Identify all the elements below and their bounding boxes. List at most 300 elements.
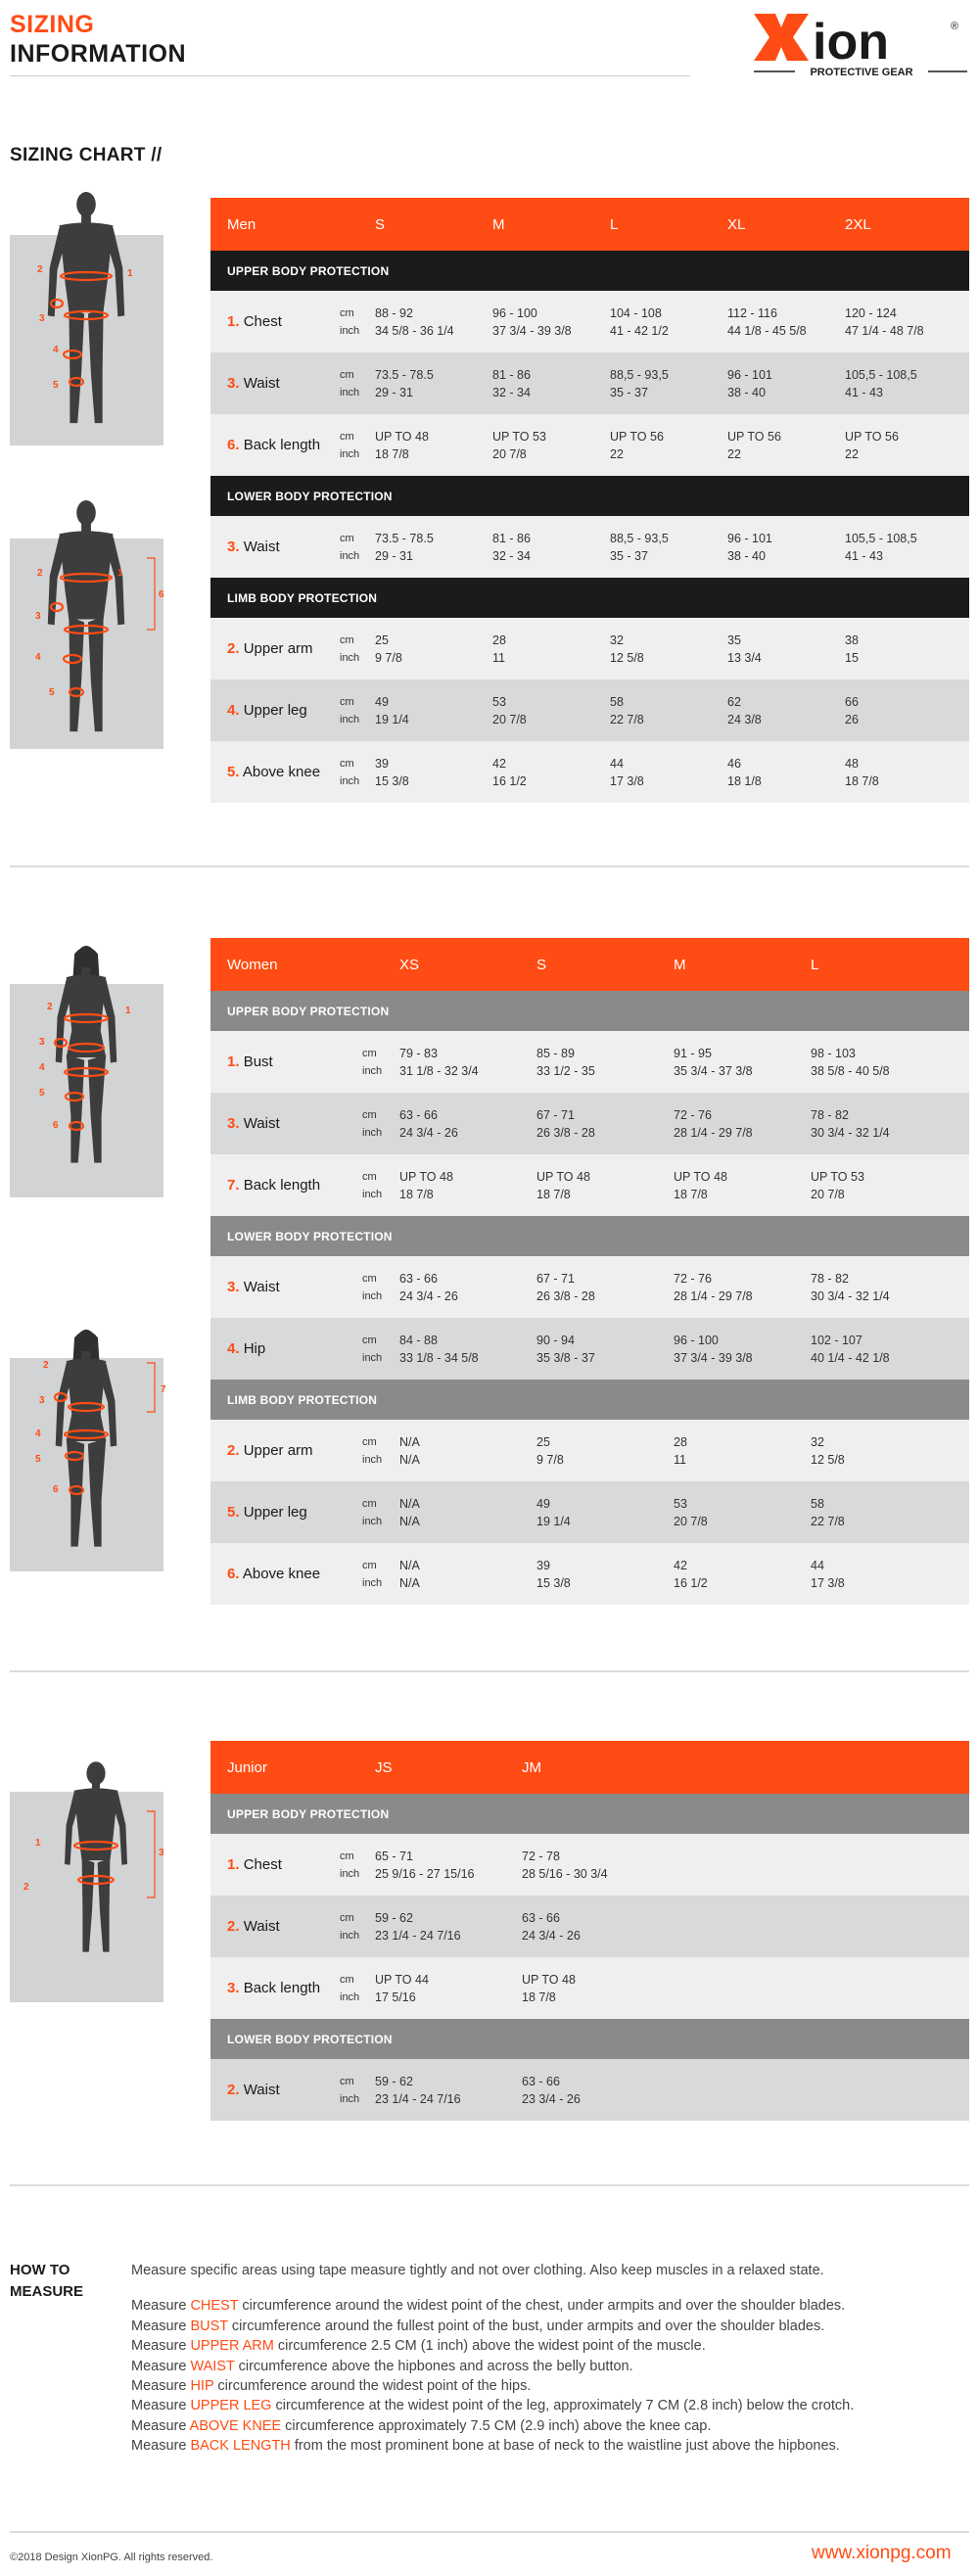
right-leg — [88, 308, 104, 424]
value-inch: 17 3/8 — [610, 773, 644, 788]
instruction-keyword: BACK LENGTH — [190, 2438, 291, 2455]
measurement-title: Above knee — [242, 764, 321, 780]
value-cm: UP TO 56 — [845, 429, 899, 444]
measure-point-number: 1 — [117, 568, 123, 579]
measurement-name — [227, 1481, 307, 1543]
value-cm: 72 - 76 — [674, 1107, 712, 1122]
value-cm: UP TO 48 — [375, 429, 429, 444]
measure-point-number: 6 — [53, 1484, 59, 1495]
value-cm: 90 - 94 — [536, 1333, 575, 1347]
right-arm — [108, 227, 125, 316]
figure-junior — [10, 1792, 163, 2002]
value-cm: 98 - 103 — [811, 1046, 856, 1060]
unit-cm: cm — [340, 2075, 354, 2087]
value-cm: 91 - 95 — [674, 1046, 712, 1060]
value-inch: 15 3/8 — [375, 773, 409, 788]
instruction-prefix: Measure — [131, 2298, 191, 2315]
measure-point-number: 4 — [53, 345, 59, 355]
measurement-label — [227, 2082, 280, 2098]
value-cm: 42 — [674, 1558, 687, 1572]
measurement-title: Bust — [243, 1054, 273, 1070]
measurement-name — [227, 1957, 320, 2019]
unit-cm: cm — [340, 430, 354, 443]
measurement-name — [227, 1318, 265, 1380]
value-cm: 67 - 71 — [536, 1271, 575, 1286]
size-value-cell — [522, 1834, 608, 1896]
value-cm: UP TO 53 — [811, 1169, 864, 1184]
value-inch: 37 3/4 - 39 3/8 — [492, 323, 572, 338]
unit-cm: cm — [362, 1497, 377, 1510]
torso — [60, 222, 114, 310]
unit-inch: inch — [340, 1867, 360, 1880]
measure-point-number: 4 — [35, 652, 41, 663]
value-cm: 35 — [727, 632, 741, 647]
value-cm: 28 — [492, 632, 506, 647]
unit-column — [362, 1481, 382, 1543]
instruction-keyword: CHEST — [190, 2298, 239, 2315]
size-header-s: S — [536, 956, 547, 973]
measure-instruction-waist — [131, 2357, 973, 2376]
size-value-cell — [399, 1093, 458, 1154]
measurement-number: 4. — [227, 1340, 240, 1357]
section-header-lower — [210, 2019, 969, 2059]
measure-instruction-bust — [131, 2317, 973, 2336]
value-inch: 33 1/2 - 35 — [536, 1063, 595, 1078]
measurement-row — [210, 291, 969, 352]
section-header-upper — [210, 251, 969, 291]
value-cm: 96 - 100 — [492, 305, 537, 320]
value-cm: 53 — [492, 694, 506, 709]
measurement-name — [227, 1543, 320, 1605]
value-cm: UP TO 48 — [674, 1169, 727, 1184]
size-value-cell — [536, 1256, 595, 1318]
measure-point-number: 2 — [37, 568, 43, 579]
value-cm: N/A — [399, 1558, 420, 1572]
value-cm: UP TO 48 — [536, 1169, 590, 1184]
value-cm: 39 — [375, 756, 389, 771]
section-header-lower — [210, 1216, 969, 1256]
head — [86, 1761, 105, 1785]
unit-cm: cm — [340, 306, 354, 319]
section-header-upper — [210, 1794, 969, 1834]
value-inch: 17 5/16 — [375, 1990, 416, 2004]
size-value-cell — [727, 414, 781, 476]
size-header-m: M — [674, 956, 686, 973]
size-value-cell — [674, 1093, 753, 1154]
measurement-label — [227, 1918, 280, 1935]
measurement-row — [210, 1481, 969, 1543]
unit-column — [362, 1318, 382, 1380]
value-cm: 38 — [845, 632, 859, 647]
value-inch: 22 7/8 — [811, 1514, 845, 1528]
value-inch: 30 3/4 - 32 1/4 — [811, 1125, 890, 1140]
value-inch: 18 7/8 — [399, 1187, 434, 1201]
value-cm: 25 — [536, 1434, 550, 1449]
measurement-name — [227, 414, 320, 476]
value-inch: 9 7/8 — [375, 650, 402, 665]
value-cm: 72 - 78 — [522, 1849, 560, 1863]
value-inch: 23 1/4 - 24 7/16 — [375, 2091, 461, 2106]
size-value-cell — [375, 414, 429, 476]
instruction-text: circumference approximately 7.5 CM (2.9 inch) above the knee cap. — [281, 2417, 712, 2434]
measure-point-number: 2 — [47, 1002, 53, 1012]
measure-point-number: 3 — [39, 1037, 45, 1048]
section-divider — [10, 866, 969, 867]
copyright: ©2018 Design XionPG. All rights reserved. — [10, 2552, 213, 2563]
head — [76, 500, 96, 525]
unit-inch: inch — [340, 324, 360, 337]
unit-column — [362, 1093, 382, 1154]
measurement-number: 6. — [227, 437, 240, 453]
value-cm: UP TO 48 — [399, 1169, 453, 1184]
logo-registered-mark: ® — [951, 21, 959, 32]
value-cm: UP TO 53 — [492, 429, 546, 444]
instruction-text: from the most prominent bone at base of neck to the waistline just above the hipbones. — [290, 2438, 840, 2455]
value-cm: 88,5 - 93,5 — [610, 531, 669, 545]
size-value-cell — [536, 1318, 595, 1380]
instruction-text: circumference around the widest point of the hips. — [213, 2378, 532, 2395]
neck — [81, 215, 91, 224]
measurement-title: Waist — [243, 1918, 280, 1935]
measurement-name — [227, 1420, 313, 1481]
size-value-cell — [811, 1154, 864, 1216]
value-inch: 23 1/4 - 24 7/16 — [375, 1928, 461, 1943]
body-silhouette — [65, 1761, 127, 1951]
size-value-cell — [375, 618, 402, 679]
value-inch: 47 1/4 - 48 7/8 — [845, 323, 924, 338]
measurement-title: Upper arm — [243, 1442, 313, 1459]
value-cm: 65 - 71 — [375, 1849, 413, 1863]
measurement-number: 2. — [227, 640, 240, 657]
measure-point-number: 6 — [159, 589, 164, 600]
size-value-cell — [375, 291, 454, 352]
value-inch: 20 7/8 — [492, 712, 527, 726]
value-inch: 22 — [610, 446, 624, 461]
size-value-cell — [536, 1420, 564, 1481]
measure-point-number: 3 — [39, 313, 45, 324]
size-value-cell — [674, 1420, 687, 1481]
instruction-keyword: UPPER ARM — [190, 2338, 274, 2355]
measurement-title: Waist — [243, 539, 280, 555]
value-cm: 58 — [610, 694, 624, 709]
measurement-label — [227, 1340, 265, 1357]
measurement-label — [227, 1856, 282, 1873]
measure-instruction-upper-arm — [131, 2336, 973, 2356]
size-value-cell — [492, 618, 506, 679]
sizing-chart-heading: SIZING CHART // — [10, 145, 163, 165]
measurement-row — [210, 1256, 969, 1318]
back-length-bracket — [147, 1363, 155, 1412]
size-value-cell — [610, 414, 664, 476]
size-value-cell — [811, 1031, 890, 1093]
logo-wordmark: ion — [813, 14, 889, 70]
value-cm: 102 - 107 — [811, 1333, 862, 1347]
measurement-row — [210, 618, 969, 679]
page-title — [10, 10, 186, 69]
section-label: LIMB BODY PROTECTION — [227, 590, 378, 605]
instruction-prefix: Measure — [131, 2398, 191, 2414]
measurement-number: 2. — [227, 1918, 240, 1935]
unit-cm: cm — [362, 1435, 377, 1448]
size-value-cell — [674, 1481, 708, 1543]
women-category-label: Women — [227, 956, 278, 973]
value-cm: 81 - 86 — [492, 531, 531, 545]
measurement-name — [227, 352, 280, 414]
right-leg — [98, 1858, 111, 1952]
instruction-prefix: Measure — [131, 2417, 190, 2434]
unit-cm: cm — [340, 633, 354, 646]
measurement-name — [227, 1896, 280, 1957]
value-inch: 13 3/4 — [727, 650, 762, 665]
measure-instructions — [131, 2296, 973, 2456]
unit-cm: cm — [340, 368, 354, 381]
unit-column — [340, 1957, 359, 2019]
instruction-text: circumference 2.5 CM (1 inch) above the widest point of the muscle. — [273, 2338, 706, 2355]
value-inch: 11 — [492, 650, 505, 665]
unit-inch: inch — [340, 2092, 360, 2105]
unit-cm: cm — [340, 757, 354, 770]
value-cm: 39 — [536, 1558, 550, 1572]
value-cm: 84 - 88 — [399, 1333, 438, 1347]
instruction-prefix: Measure — [131, 2378, 191, 2395]
measurement-name — [227, 291, 282, 352]
instruction-text: circumference around the widest point of the chest, under armpits and over the shoulder blades. — [238, 2298, 846, 2315]
neck — [92, 1782, 100, 1789]
value-inch: 23 3/4 - 26 — [522, 2091, 581, 2106]
size-value-cell — [492, 741, 527, 803]
value-cm: 59 - 62 — [375, 2074, 413, 2088]
value-cm: N/A — [399, 1496, 420, 1511]
unit-inch: inch — [362, 1126, 383, 1139]
value-cm: 63 - 66 — [522, 1910, 560, 1925]
left-arm — [65, 1792, 78, 1864]
value-inch: 17 3/8 — [811, 1575, 845, 1590]
measurement-title: Chest — [243, 313, 282, 330]
value-cm: 25 — [375, 632, 389, 647]
instruction-keyword: WAIST — [190, 2358, 235, 2374]
value-cm: 105,5 - 108,5 — [845, 531, 917, 545]
value-cm: 42 — [492, 756, 506, 771]
value-inch: 22 7/8 — [610, 712, 644, 726]
size-header-js: JS — [375, 1758, 393, 1776]
measurement-label — [227, 1504, 307, 1521]
size-value-cell — [399, 1318, 479, 1380]
value-cm: 81 - 86 — [492, 367, 531, 382]
measure-instruction-upper-leg — [131, 2396, 973, 2415]
size-value-cell — [811, 1093, 890, 1154]
measurement-label — [227, 1177, 320, 1194]
unit-cm: cm — [362, 1047, 377, 1059]
section-label: LOWER BODY PROTECTION — [227, 2032, 393, 2046]
measurement-row — [210, 414, 969, 476]
section-label: LOWER BODY PROTECTION — [227, 489, 393, 503]
measure-point-number: 2 — [23, 1882, 29, 1893]
instruction-prefix: Measure — [131, 2338, 191, 2355]
size-value-cell — [399, 1543, 420, 1605]
measurement-title: Waist — [243, 1115, 280, 1132]
value-inch: 28 1/4 - 29 7/8 — [674, 1125, 753, 1140]
measurement-name — [227, 516, 280, 578]
measurement-number: 1. — [227, 1054, 240, 1070]
measurement-number: 3. — [227, 375, 240, 392]
size-value-cell — [522, 1896, 581, 1957]
unit-cm: cm — [340, 532, 354, 544]
measurement-row — [210, 1154, 969, 1216]
size-value-cell — [492, 414, 546, 476]
measurement-row — [210, 1957, 969, 2019]
value-cm: 120 - 124 — [845, 305, 897, 320]
size-value-cell — [845, 352, 917, 414]
size-value-cell — [375, 741, 409, 803]
value-cm: 96 - 100 — [674, 1333, 719, 1347]
size-value-cell — [610, 679, 644, 741]
website-link[interactable]: www.xionpg.com — [812, 2543, 952, 2563]
measurement-number: 4. — [227, 702, 240, 719]
measure-point-number: 5 — [49, 687, 55, 698]
section-divider — [10, 2184, 969, 2186]
neck — [81, 1351, 90, 1359]
size-value-cell — [727, 679, 762, 741]
value-cm: 85 - 89 — [536, 1046, 575, 1060]
value-inch: 41 - 42 1/2 — [610, 323, 669, 338]
size-header-xl: XL — [727, 215, 746, 233]
size-value-cell — [845, 291, 924, 352]
value-cm: 73.5 - 78.5 — [375, 531, 434, 545]
measure-point-number: 3 — [39, 1395, 45, 1406]
xion-logo — [754, 10, 969, 88]
value-inch: 35 - 37 — [610, 385, 648, 399]
measure-point-number: 3 — [159, 1848, 164, 1858]
size-value-cell — [375, 352, 434, 414]
unit-cm: cm — [340, 1911, 354, 1924]
value-inch: 32 - 34 — [492, 385, 531, 399]
instruction-keyword: BUST — [190, 2318, 228, 2334]
measure-point-number: 1 — [35, 1838, 41, 1849]
value-inch: 18 1/8 — [727, 773, 762, 788]
value-inch: 26 3/8 - 28 — [536, 1125, 595, 1140]
section-header-limb — [210, 578, 969, 618]
measurement-label — [227, 1566, 320, 1582]
measure-point-number: 3 — [35, 611, 41, 622]
women-size-table — [210, 938, 969, 1605]
measurement-number: 3. — [227, 1980, 240, 1996]
size-header-jm: JM — [522, 1758, 541, 1776]
value-inch: 35 3/4 - 37 3/8 — [674, 1063, 753, 1078]
section-label: LIMB BODY PROTECTION — [227, 1392, 378, 1407]
measure-point-number: 6 — [53, 1120, 59, 1131]
unit-inch: inch — [340, 1929, 360, 1942]
instruction-keyword: ABOVE KNEE — [189, 2417, 282, 2434]
value-inch: 12 5/8 — [610, 650, 644, 665]
value-cm: UP TO 44 — [375, 1972, 429, 1987]
value-inch: 29 - 31 — [375, 385, 413, 399]
measure-point-number: 2 — [37, 264, 43, 275]
value-inch: 41 - 43 — [845, 548, 883, 563]
unit-inch: inch — [362, 1351, 383, 1364]
value-inch: 34 5/8 - 36 1/4 — [375, 323, 454, 338]
measurement-title: Above knee — [242, 1566, 321, 1582]
measurement-name — [227, 1834, 282, 1896]
value-cm: 104 - 108 — [610, 305, 662, 320]
size-value-cell — [399, 1420, 420, 1481]
size-header-s: S — [375, 215, 386, 233]
measure-point-number: 7 — [161, 1384, 166, 1395]
value-inch: 29 - 31 — [375, 548, 413, 563]
value-inch: N/A — [399, 1514, 420, 1528]
size-header-l: L — [811, 956, 819, 973]
instruction-text: circumference above the hipbones and across the belly button. — [234, 2358, 633, 2374]
measurement-label — [227, 1115, 280, 1132]
size-value-cell — [674, 1256, 753, 1318]
men-header-row — [210, 198, 969, 251]
size-value-cell — [522, 1957, 576, 2019]
value-inch: 35 3/8 - 37 — [536, 1350, 595, 1365]
unit-cm: cm — [362, 1334, 377, 1346]
measurement-row — [210, 1318, 969, 1380]
figure-women-front — [10, 984, 163, 1197]
left-leg — [69, 308, 84, 424]
value-cm: 96 - 101 — [727, 367, 772, 382]
measure-instruction-hip — [131, 2376, 973, 2396]
value-inch: 11 — [674, 1452, 686, 1467]
size-value-cell — [399, 1256, 458, 1318]
size-header-m: M — [492, 215, 505, 233]
measurement-label — [227, 539, 280, 555]
body-silhouette — [56, 946, 117, 1163]
how-to-measure-heading: HOW TO MEASURE — [10, 2262, 84, 2300]
unit-column — [340, 1896, 359, 1957]
measurement-number: 2. — [227, 1442, 240, 1459]
measurement-row — [210, 2059, 969, 2121]
unit-column — [340, 2059, 359, 2121]
size-value-cell — [610, 516, 669, 578]
size-value-cell — [727, 291, 807, 352]
measure-point-number: 5 — [35, 1454, 41, 1465]
value-cm: 49 — [375, 694, 389, 709]
size-value-cell — [610, 741, 644, 803]
footer-divider — [10, 2531, 969, 2533]
unit-cm: cm — [340, 1973, 354, 1986]
value-cm: 28 — [674, 1434, 687, 1449]
section-label: LOWER BODY PROTECTION — [227, 1229, 393, 1243]
size-value-cell — [845, 414, 899, 476]
unit-column — [362, 1543, 382, 1605]
head — [76, 192, 96, 216]
value-inch: 38 - 40 — [727, 548, 766, 563]
size-value-cell — [811, 1256, 890, 1318]
measurement-label — [227, 1054, 273, 1070]
figure-men-front — [10, 235, 163, 445]
value-cm: 88 - 92 — [375, 305, 413, 320]
measurement-number: 6. — [227, 1566, 240, 1582]
men-category-label: Men — [227, 215, 256, 233]
value-inch: 30 3/4 - 32 1/4 — [811, 1288, 890, 1303]
back-length-bracket — [147, 1811, 155, 1897]
measurement-title: Waist — [243, 1279, 280, 1295]
measurement-title: Back length — [243, 1980, 321, 1996]
value-cm: 88,5 - 93,5 — [610, 367, 669, 382]
size-value-cell — [811, 1420, 845, 1481]
title-line-2: INFORMATION — [10, 40, 187, 68]
value-cm: 66 — [845, 694, 859, 709]
value-cm: 78 - 82 — [811, 1107, 849, 1122]
value-inch: 18 7/8 — [522, 1990, 556, 2004]
section-header-lower — [210, 476, 969, 516]
unit-inch: inch — [340, 1991, 360, 2003]
size-header-2xl: 2XL — [845, 215, 871, 233]
size-value-cell — [375, 516, 434, 578]
unit-column — [362, 1154, 382, 1216]
